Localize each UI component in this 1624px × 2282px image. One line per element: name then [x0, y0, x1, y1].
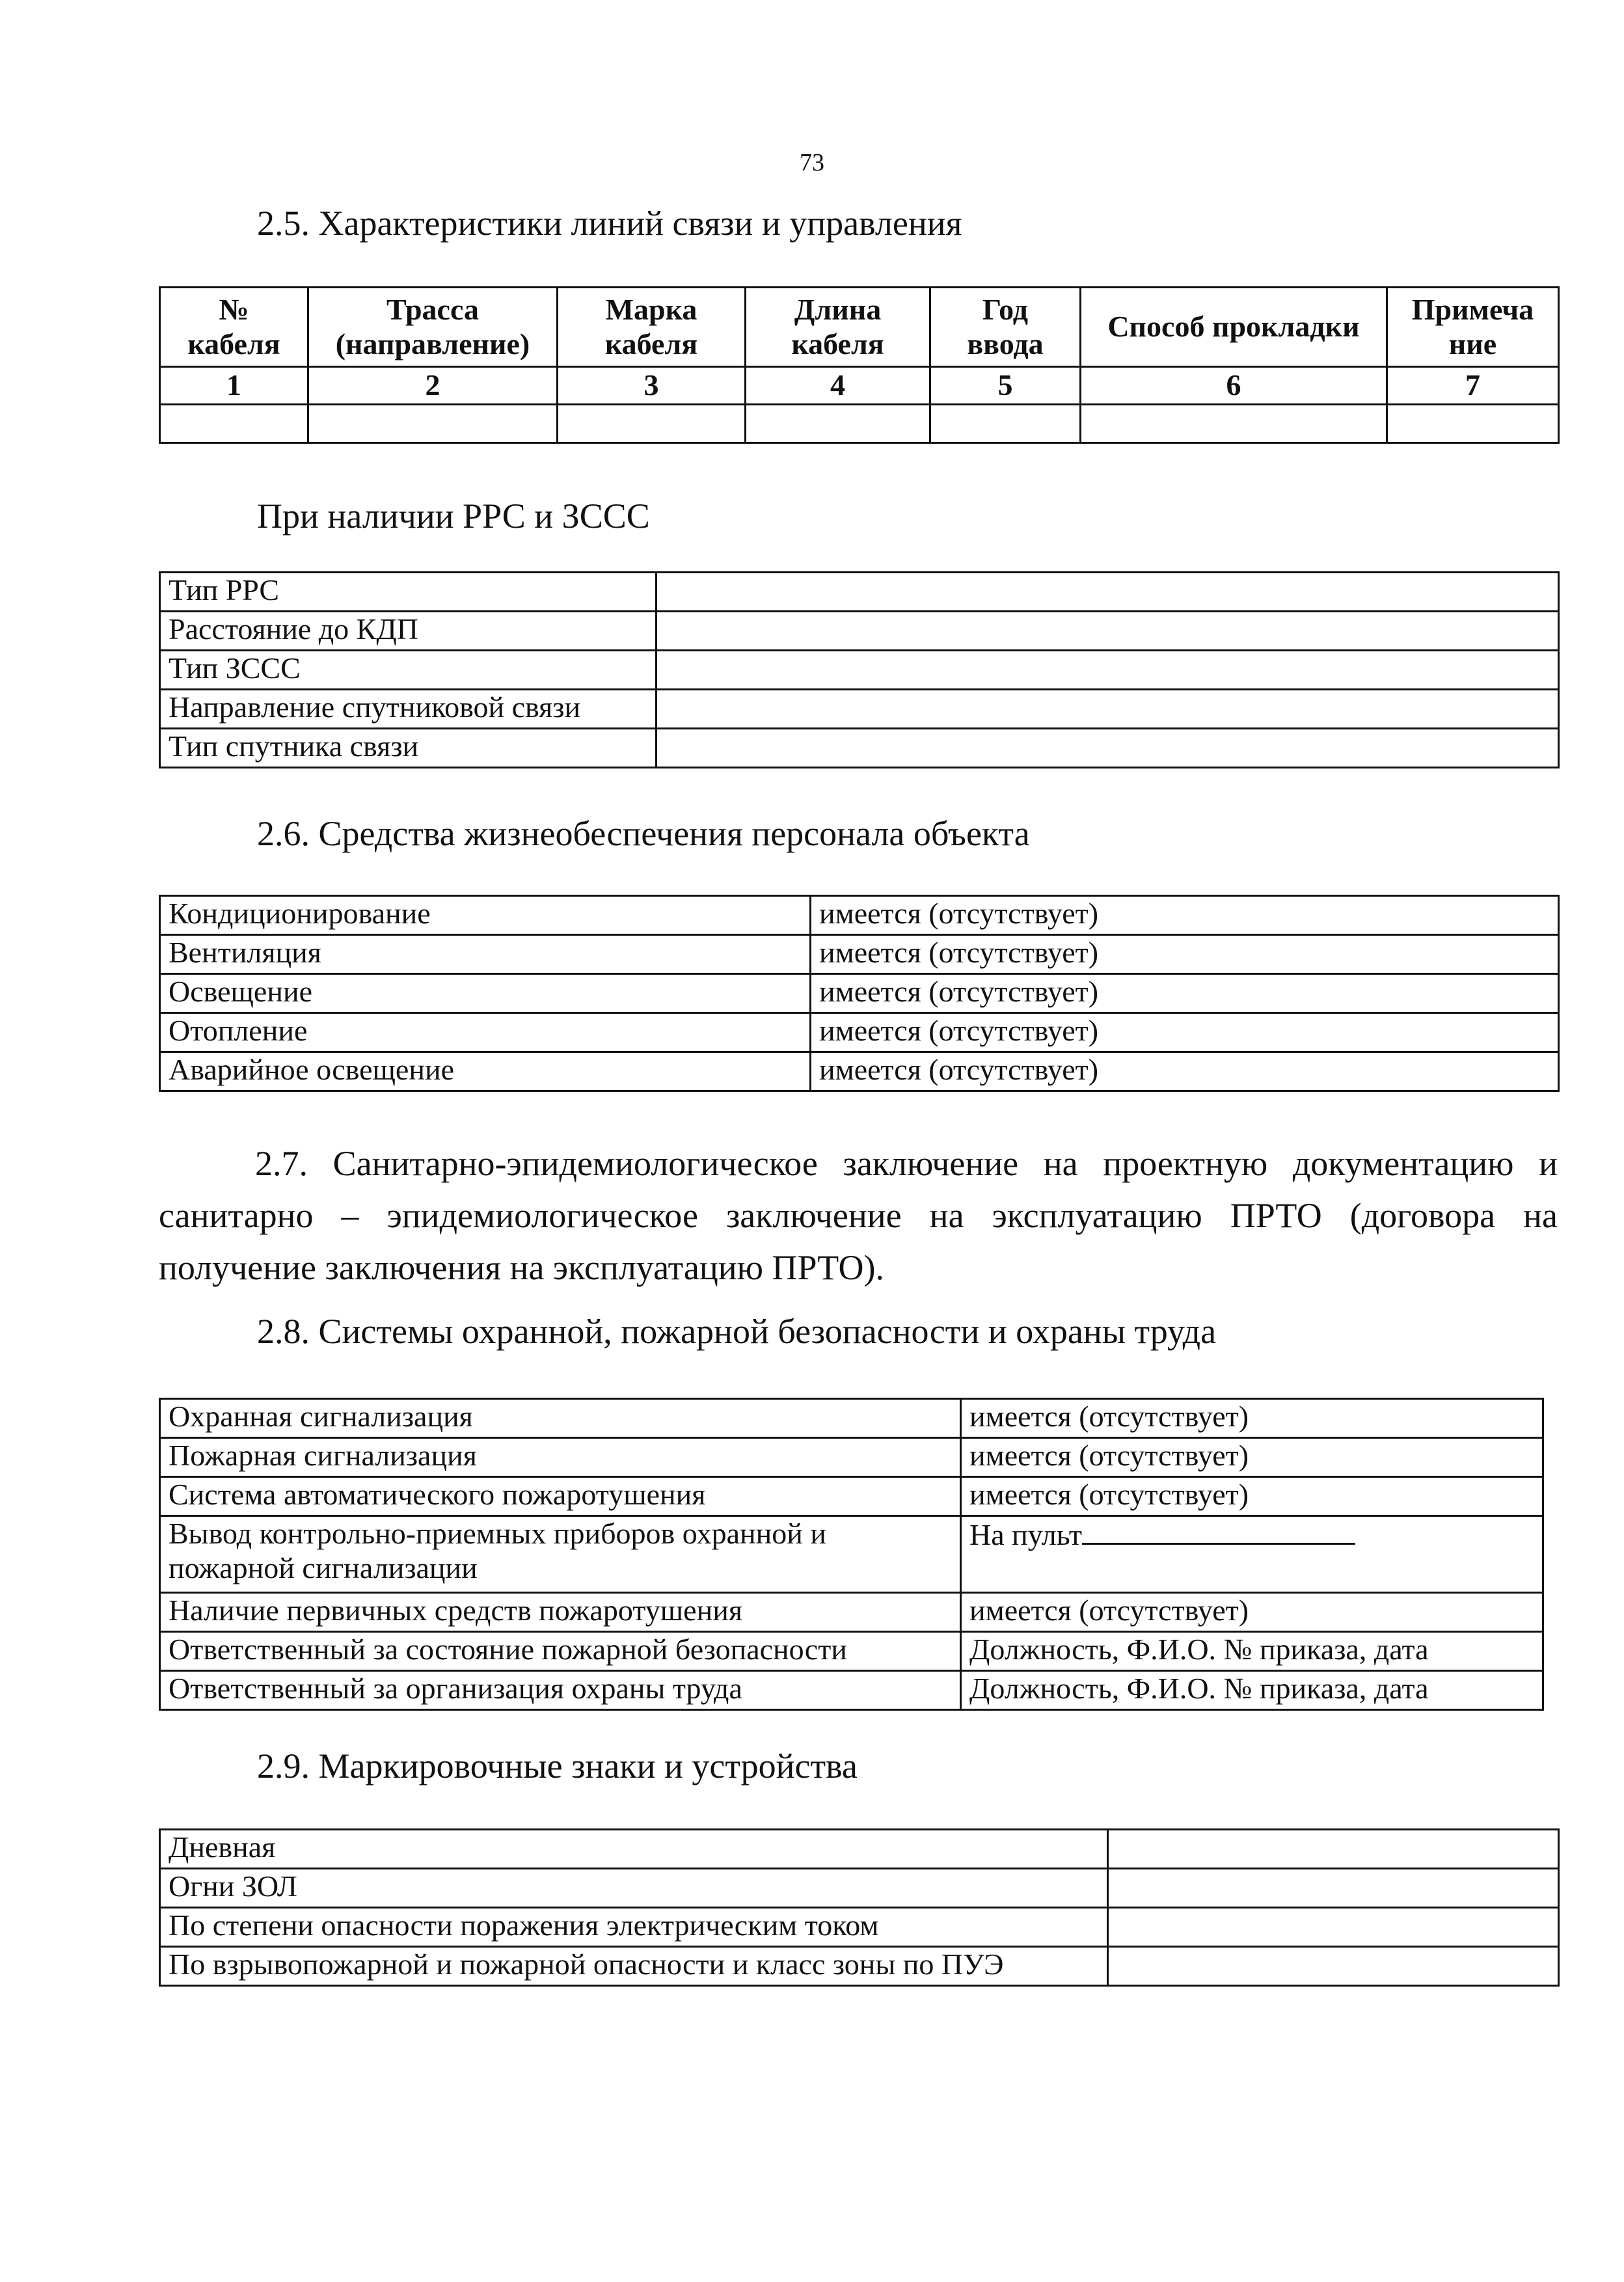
- table-row: [160, 1399, 1543, 1438]
- col-number: 1: [160, 367, 308, 405]
- security-systems-table: [159, 1398, 1544, 1711]
- section-2-8-title: 2.8. Системы охранной, пожарной безопасности и охраны труда: [257, 1312, 1217, 1351]
- col-number: 4: [746, 367, 930, 405]
- row-label: Огни ЗОЛ: [160, 1869, 1108, 1908]
- row-value: имеется (отсутствует): [811, 1013, 1559, 1052]
- value-cell: [656, 612, 1559, 651]
- table-row: [160, 935, 1559, 974]
- row-label: Кондиционирование: [160, 896, 811, 935]
- empty-cell: [1387, 405, 1559, 443]
- column-number-row: [160, 367, 1559, 405]
- table-row: [160, 896, 1559, 935]
- row-label: По степени опасности поражения электрическим током: [160, 1908, 1108, 1947]
- row-label: Пожарная сигнализация: [160, 1438, 961, 1477]
- empty-cell: [308, 405, 558, 443]
- row-label: Наличие первичных средств пожаротушения: [160, 1593, 961, 1632]
- row-label: Расстояние до КДП: [160, 612, 656, 651]
- marking-signs-table: [159, 1828, 1560, 1987]
- row-value: имеется (отсутствует): [961, 1438, 1543, 1477]
- col-number: 5: [930, 367, 1081, 405]
- empty-cell: [1081, 405, 1387, 443]
- table-row: [160, 1869, 1559, 1908]
- row-label: Тип спутника связи: [160, 729, 656, 768]
- row-label: Система автоматического пожаротушения: [160, 1477, 961, 1516]
- row-label: Вывод контрольно-приемных приборов охранной и пожарной сигнализации: [160, 1516, 961, 1593]
- col-number: 6: [1081, 367, 1387, 405]
- table-row: [160, 651, 1559, 690]
- table-row: [160, 690, 1559, 729]
- table-row: [160, 1947, 1559, 1986]
- empty-cell: [746, 405, 930, 443]
- row-label: Аварийное освещение: [160, 1052, 811, 1091]
- table-row: [160, 1908, 1559, 1947]
- value-cell: [1108, 1947, 1559, 1986]
- life-support-table: [159, 895, 1560, 1092]
- row-label: Направление спутниковой связи: [160, 690, 656, 729]
- row-label: Тип ЗССС: [160, 651, 656, 690]
- value-cell: [656, 573, 1559, 612]
- row-label: Тип РРС: [160, 573, 656, 612]
- row-label: Освещение: [160, 974, 811, 1013]
- col-header-laying-method: Способ прокладки: [1081, 288, 1387, 367]
- table-row: [160, 1477, 1543, 1516]
- table-row: [160, 1438, 1543, 1477]
- section-2-5-title: 2.5. Характеристики линий связи и управления: [257, 204, 962, 243]
- page-number: 73: [800, 149, 824, 176]
- row-value: На пульт: [961, 1516, 1543, 1593]
- table-row: [160, 1052, 1559, 1091]
- table-row: [160, 1671, 1543, 1710]
- col-number: 3: [558, 367, 746, 405]
- value-cell: [656, 729, 1559, 768]
- col-number: 7: [1387, 367, 1559, 405]
- col-header-route: Трасса (направление): [308, 288, 558, 367]
- row-value: имеется (отсутствует): [811, 896, 1559, 935]
- row-value: имеется (отсутствует): [811, 935, 1559, 974]
- table-row: [160, 612, 1559, 651]
- col-header-cable-number: № кабеля: [160, 288, 308, 367]
- empty-cell: [930, 405, 1081, 443]
- empty-cell: [160, 405, 308, 443]
- table-row: [160, 573, 1559, 612]
- rrs-title: При наличии РРС и ЗССС: [257, 496, 650, 536]
- rrs-table: [159, 571, 1560, 768]
- table-row: [160, 974, 1559, 1013]
- table-row: [160, 1593, 1543, 1632]
- row-value: имеется (отсутствует): [811, 1052, 1559, 1091]
- table-row: [160, 1830, 1559, 1869]
- value-cell: [656, 690, 1559, 729]
- row-label: Вентиляция: [160, 935, 811, 974]
- col-header-cable-brand: Марка кабеля: [558, 288, 746, 367]
- empty-row: [160, 405, 1559, 443]
- section-2-6-title: 2.6. Средства жизнеобеспечения персонала объекта: [257, 814, 1030, 853]
- table-row: [160, 1516, 1543, 1593]
- section-2-7-paragraph: 2.7. Санитарно-эпидемиологическое заключение на проектную документацию и санитарно – эпидемиологическое заключение на эксплуатацию ПРТО (договора на получение заключения на эксплуатацию ПРТО).: [159, 1144, 1558, 1287]
- row-value: Должность, Ф.И.О. № приказа, дата: [961, 1671, 1543, 1710]
- row-value: имеется (отсутствует): [811, 974, 1559, 1013]
- row-label: Ответственный за организация охраны труда: [160, 1671, 961, 1710]
- row-value: имеется (отсутствует): [961, 1399, 1543, 1438]
- row-label: Отопление: [160, 1013, 811, 1052]
- row-label: Дневная: [160, 1830, 1108, 1869]
- table-header-row: [160, 288, 1559, 367]
- row-value: Должность, Ф.И.О. № приказа, дата: [961, 1632, 1543, 1671]
- cable-lines-table: [159, 286, 1560, 444]
- value-cell: [1108, 1869, 1559, 1908]
- value-cell: [1108, 1908, 1559, 1947]
- row-value: имеется (отсутствует): [961, 1593, 1543, 1632]
- section-2-9-title: 2.9. Маркировочные знаки и устройства: [257, 1746, 858, 1786]
- table-row: [160, 729, 1559, 768]
- col-header-note: Примеча ние: [1387, 288, 1559, 367]
- table-row: [160, 1013, 1559, 1052]
- value-cell: [1108, 1830, 1559, 1869]
- row-label: Охранная сигнализация: [160, 1399, 961, 1438]
- empty-cell: [558, 405, 746, 443]
- row-value: имеется (отсутствует): [961, 1477, 1543, 1516]
- table-row: [160, 1632, 1543, 1671]
- value-cell: [656, 651, 1559, 690]
- col-number: 2: [308, 367, 558, 405]
- row-label: Ответственный за состояние пожарной безопасности: [160, 1632, 961, 1671]
- col-header-year: Год ввода: [930, 288, 1081, 367]
- fill-in-line: [1082, 1517, 1355, 1545]
- row-label: По взрывопожарной и пожарной опасности и класс зоны по ПУЭ: [160, 1947, 1108, 1986]
- col-header-cable-length: Длина кабеля: [746, 288, 930, 367]
